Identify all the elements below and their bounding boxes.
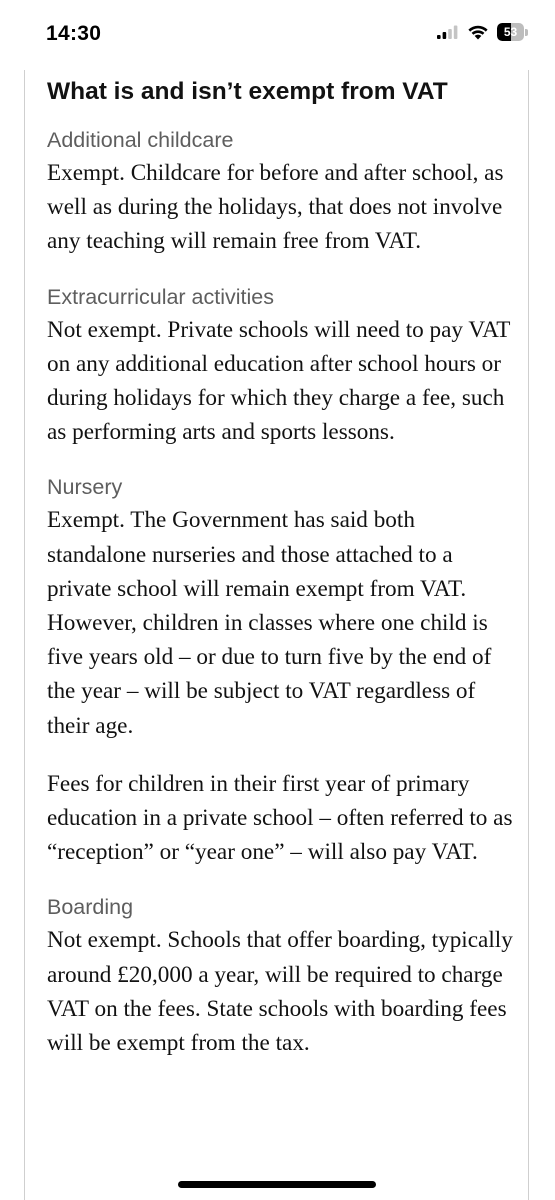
- section-paragraph: Not exempt. Schools that offer boarding, typically around £20,000 a year, will be required to charge VAT on the fees. State schools with boarding fees will be exempt from the tax.: [47, 927, 513, 1057]
- section-extracurricular-activities: [47, 283, 517, 450]
- section-title: Nursery: [47, 475, 123, 500]
- section-additional-childcare: [47, 126, 517, 259]
- section-title: Extracurricular activities: [47, 284, 274, 309]
- section-paragraph: Not exempt. Private schools will need to pay VAT on any additional education after school hours or during holidays for which they charge a fee, such as performing arts and sports lessons.: [47, 316, 511, 446]
- battery-icon: [497, 23, 529, 41]
- section-title: Boarding: [47, 895, 134, 920]
- status-bar: [0, 0, 555, 70]
- section-paragraph: Fees for children in their first year of primary education in a private school – often referred to as “reception” or “year one” – will also pay VAT.: [47, 770, 513, 866]
- battery-level: 53: [503, 25, 518, 39]
- status-icons: [437, 23, 529, 41]
- article-heading: What is and isn’t exempt from VAT: [47, 78, 448, 105]
- status-time: 14:30: [46, 22, 102, 45]
- wifi-icon: [467, 24, 489, 40]
- cellular-signal-icon: [437, 25, 459, 39]
- section-boarding: [47, 893, 517, 1060]
- article-content: [47, 76, 517, 1060]
- section-title: Additional childcare: [47, 128, 234, 152]
- section-nursery: [47, 473, 517, 869]
- home-indicator[interactable]: [178, 1181, 376, 1188]
- section-paragraph: Exempt. The Government has said both standalone nurseries and those attached to a private school will remain exempt from VAT. However, children in classes where one child is five years old – or due to turn five by the end of the year – will be subject to VAT regardless of their age.: [47, 507, 492, 739]
- section-paragraph: Exempt. Childcare for before and after school, as well as during the holidays, that does not involve any teaching will remain free from VAT.: [47, 160, 504, 255]
